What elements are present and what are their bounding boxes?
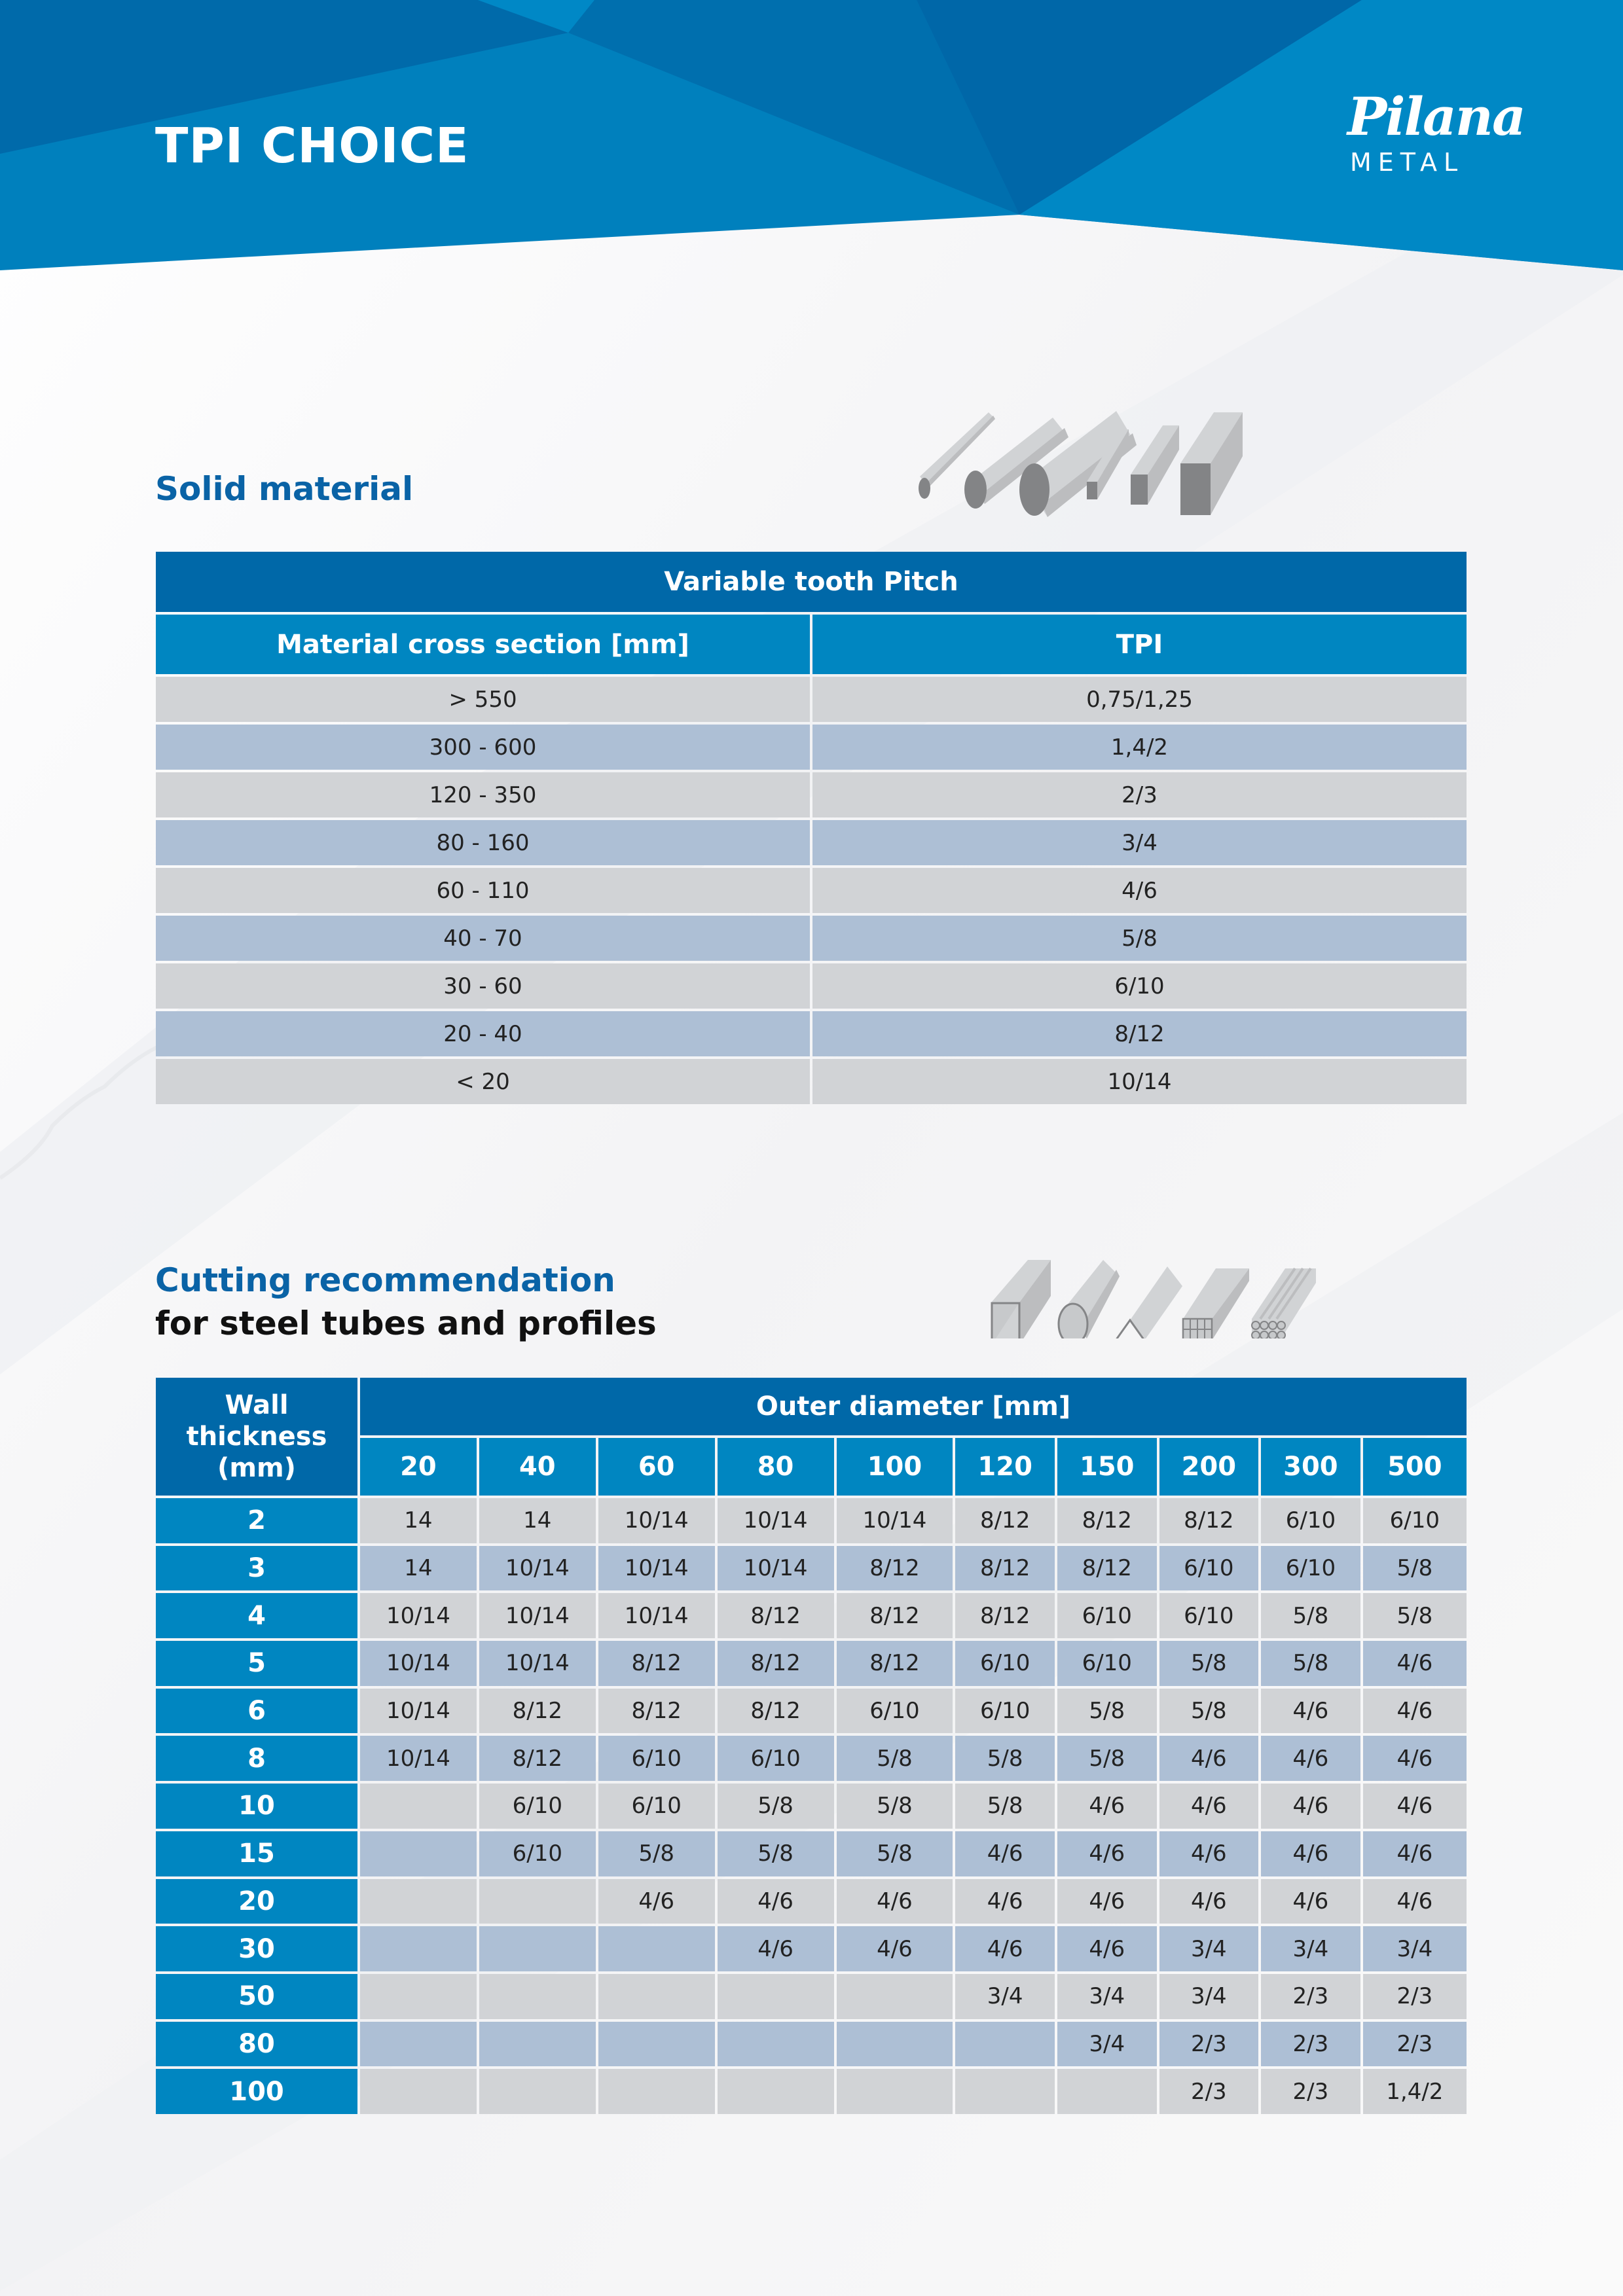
tpi-cell: 10/14 <box>598 1593 715 1638</box>
tpi-cell: 5/8 <box>955 1784 1055 1829</box>
table-row <box>156 1926 1467 1971</box>
table-row <box>156 1736 1467 1781</box>
tpi-cell: 3/4 <box>1057 2022 1157 2067</box>
wall-thickness-cell: 50 <box>156 1974 357 2019</box>
tpi-cell <box>598 2069 715 2114</box>
wall-thickness-cell: 4 <box>156 1593 357 1638</box>
solid-shapes-illustration <box>903 406 1473 524</box>
table-row <box>156 725 1467 770</box>
tpi-cell: 5/8 <box>718 1831 834 1876</box>
tpi-cell: 6/10 <box>1261 1546 1360 1591</box>
tpi-cell: 8/12 <box>837 1593 953 1638</box>
tpi-cell: 14 <box>479 1498 596 1543</box>
tpi-cell: 6/10 <box>1261 1498 1360 1543</box>
logo-wordmark: Pilana <box>1347 86 1525 147</box>
column-header-cross-section: Material cross section [mm] <box>156 615 810 674</box>
cross-section-cell: < 20 <box>156 1059 810 1104</box>
cross-section-cell: > 550 <box>156 677 810 722</box>
tpi-cell: 3/4 <box>1261 1926 1360 1971</box>
tpi-cell <box>479 2069 596 2114</box>
wall-thickness-cell: 6 <box>156 1689 357 1734</box>
table-row <box>156 1974 1467 2019</box>
tpi-cell: 0,75/1,25 <box>812 677 1467 722</box>
diameter-column-header: 80 <box>718 1438 834 1496</box>
tpi-cell: 10/14 <box>479 1546 596 1591</box>
tpi-cell <box>360 1784 477 1829</box>
cutting-recommendation-title: Cutting recommendation <box>155 1261 615 1299</box>
table-row <box>156 1879 1467 1924</box>
wall-thickness-cell: 80 <box>156 2022 357 2067</box>
tpi-cell: 3/4 <box>1363 1926 1467 1971</box>
tpi-cell: 4/6 <box>1159 1736 1259 1781</box>
tube-bundle-icon <box>1252 1268 1316 1338</box>
tpi-cell <box>360 1926 477 1971</box>
tpi-cell: 5/8 <box>1159 1689 1259 1734</box>
tpi-cell: 5/8 <box>837 1736 953 1781</box>
tpi-cell: 3/4 <box>1159 1926 1259 1971</box>
table-row <box>156 1593 1467 1638</box>
tpi-cell <box>955 2022 1055 2067</box>
tpi-cell: 2/3 <box>1159 2022 1259 2067</box>
tpi-cell: 6/10 <box>479 1784 596 1829</box>
tpi-cell: 5/8 <box>1057 1736 1157 1781</box>
tpi-cell: 6/10 <box>812 963 1467 1009</box>
wall-thickness-cell: 10 <box>156 1784 357 1829</box>
diameter-column-header: 60 <box>598 1438 715 1496</box>
tpi-cell: 5/8 <box>837 1784 953 1829</box>
tpi-cell: 2/3 <box>1363 2022 1467 2067</box>
diameter-column-header: 200 <box>1159 1438 1259 1496</box>
tpi-cell: 10/14 <box>718 1498 834 1543</box>
tpi-cell <box>360 1831 477 1876</box>
tpi-cell: 4/6 <box>812 868 1467 913</box>
tpi-cell: 8/12 <box>598 1689 715 1734</box>
tpi-cell <box>598 2022 715 2067</box>
tpi-cell: 8/12 <box>837 1546 953 1591</box>
tpi-cell <box>718 2022 834 2067</box>
tpi-cell: 4/6 <box>1363 1736 1467 1781</box>
square-bar-large-icon <box>1180 412 1243 515</box>
diameter-column-header: 100 <box>837 1438 953 1496</box>
diameter-column-header: 150 <box>1057 1438 1157 1496</box>
round-bar-large-icon <box>1019 411 1137 517</box>
tpi-cell: 5/8 <box>812 916 1467 961</box>
tpi-cell <box>360 1974 477 2019</box>
tpi-cell: 5/8 <box>1363 1546 1467 1591</box>
tpi-cell: 4/6 <box>837 1879 953 1924</box>
tpi-cell: 10/14 <box>479 1641 596 1686</box>
tpi-cell <box>360 2022 477 2067</box>
tpi-cell: 4/6 <box>1261 1879 1360 1924</box>
wall-thickness-cell: 5 <box>156 1641 357 1686</box>
table-row <box>156 1641 1467 1686</box>
tpi-cell: 4/6 <box>1057 1879 1157 1924</box>
tpi-cell: 6/10 <box>1363 1498 1467 1543</box>
diameter-column-header: 20 <box>360 1438 477 1496</box>
wall-thickness-cell: 8 <box>156 1736 357 1781</box>
diameter-column-header: 300 <box>1261 1438 1360 1496</box>
tpi-cell <box>360 2069 477 2114</box>
tpi-cell <box>718 2069 834 2114</box>
tpi-cell: 6/10 <box>837 1689 953 1734</box>
tpi-cell: 3/4 <box>1159 1974 1259 2019</box>
tpi-cell: 10/14 <box>360 1736 477 1781</box>
tpi-cell <box>837 2069 953 2114</box>
cutting-recommendation-subtitle: for steel tubes and profiles <box>155 1304 657 1342</box>
tpi-cell: 4/6 <box>1363 1641 1467 1686</box>
tpi-cell: 4/6 <box>1363 1689 1467 1734</box>
tpi-cell: 8/12 <box>955 1546 1055 1591</box>
tpi-cell: 5/8 <box>955 1736 1055 1781</box>
cross-section-cell: 80 - 160 <box>156 820 810 865</box>
tpi-cell: 4/6 <box>1159 1784 1259 1829</box>
tpi-cell: 8/12 <box>1159 1498 1259 1543</box>
diameter-column-header: 500 <box>1363 1438 1467 1496</box>
tpi-cell: 10/14 <box>479 1593 596 1638</box>
table-row <box>156 2069 1467 2114</box>
table-row <box>156 916 1467 961</box>
table-row <box>156 1546 1467 1591</box>
tpi-cell: 2/3 <box>1363 1974 1467 2019</box>
tpi-cell: 8/12 <box>479 1736 596 1781</box>
tpi-cell: 2/3 <box>1261 2069 1360 2114</box>
solid-material-title: Solid material <box>155 470 414 508</box>
tpi-cell: 10/14 <box>360 1641 477 1686</box>
tpi-cell: 10/14 <box>598 1498 715 1543</box>
tpi-cell: 10/14 <box>598 1546 715 1591</box>
tpi-cell: 5/8 <box>598 1831 715 1876</box>
tpi-cell <box>479 2022 596 2067</box>
tpi-cell <box>479 1974 596 2019</box>
tpi-cell: 8/12 <box>837 1641 953 1686</box>
table-row <box>156 963 1467 1009</box>
tpi-cell: 6/10 <box>479 1831 596 1876</box>
tpi-cell <box>1057 2069 1157 2114</box>
tpi-cell: 4/6 <box>718 1879 834 1924</box>
tpi-cell: 4/6 <box>1261 1689 1360 1734</box>
cross-section-cell: 300 - 600 <box>156 725 810 770</box>
tpi-cell: 8/12 <box>598 1641 715 1686</box>
diameter-column-header: 120 <box>955 1438 1055 1496</box>
table-caption: Variable tooth Pitch <box>156 552 1467 612</box>
tpi-cell: 14 <box>360 1546 477 1591</box>
tpi-cell: 2/3 <box>1261 1974 1360 2019</box>
tpi-cell: 4/6 <box>598 1879 715 1924</box>
tpi-cell: 3/4 <box>955 1974 1055 2019</box>
tpi-cell: 4/6 <box>1363 1784 1467 1829</box>
table-row <box>156 1689 1467 1734</box>
tpi-cell: 6/10 <box>1159 1546 1259 1591</box>
tpi-cell <box>598 1974 715 2019</box>
tpi-cell: 10/14 <box>360 1689 477 1734</box>
tpi-cell: 5/8 <box>837 1831 953 1876</box>
tpi-cell <box>837 1974 953 2019</box>
table-row <box>156 820 1467 865</box>
tpi-cell: 10/14 <box>837 1498 953 1543</box>
tpi-cell: 4/6 <box>837 1926 953 1971</box>
profile-shapes-illustration <box>982 1247 1473 1338</box>
wall-thickness-cell: 2 <box>156 1498 357 1543</box>
tpi-cell: 6/10 <box>1057 1641 1157 1686</box>
column-header-tpi: TPI <box>812 615 1467 674</box>
tpi-cell: 5/8 <box>1261 1593 1360 1638</box>
tpi-cell <box>479 1879 596 1924</box>
table-row <box>156 2022 1467 2067</box>
tpi-cell: 3/4 <box>812 820 1467 865</box>
tpi-cell <box>479 1926 596 1971</box>
table-row <box>156 1059 1467 1104</box>
table-row <box>156 772 1467 817</box>
tpi-cell: 4/6 <box>955 1926 1055 1971</box>
tpi-cell: 8/12 <box>955 1593 1055 1638</box>
tpi-cell: 4/6 <box>1363 1879 1467 1924</box>
tpi-cell: 14 <box>360 1498 477 1543</box>
cross-section-cell: 20 - 40 <box>156 1011 810 1056</box>
wall-thickness-cell: 20 <box>156 1879 357 1924</box>
table-row <box>156 1011 1467 1056</box>
tpi-cell: 10/14 <box>812 1059 1467 1104</box>
tpi-cell: 4/6 <box>955 1831 1055 1876</box>
tpi-cell: 1,4/2 <box>812 725 1467 770</box>
tpi-cell: 4/6 <box>1261 1736 1360 1781</box>
table-row <box>156 1784 1467 1829</box>
tpi-cell: 2/3 <box>1159 2069 1259 2114</box>
tpi-cell: 5/8 <box>1261 1641 1360 1686</box>
tpi-cell: 4/6 <box>1363 1831 1467 1876</box>
page-title: TPI CHOICE <box>155 118 469 174</box>
tpi-cell: 6/10 <box>955 1641 1055 1686</box>
tpi-cell: 4/6 <box>1057 1784 1157 1829</box>
tpi-cell: 6/10 <box>955 1689 1055 1734</box>
diameter-column-header: 40 <box>479 1438 596 1496</box>
tpi-cell: 8/12 <box>718 1593 834 1638</box>
tpi-cell: 8/12 <box>718 1689 834 1734</box>
tpi-cell: 3/4 <box>1057 1974 1157 2019</box>
wall-thickness-cell: 100 <box>156 2069 357 2114</box>
tpi-cell <box>718 1974 834 2019</box>
square-tube-icon <box>991 1260 1051 1338</box>
tpi-cell: 8/12 <box>955 1498 1055 1543</box>
tpi-cell: 4/6 <box>1057 1831 1157 1876</box>
multi-cell-profile-icon <box>1183 1268 1249 1338</box>
brand-logo <box>1347 86 1537 177</box>
tpi-cell <box>955 2069 1055 2114</box>
tpi-cell: 8/12 <box>812 1011 1467 1056</box>
tpi-cell <box>598 1926 715 1971</box>
square-bar-medium-icon <box>1131 425 1179 505</box>
tpi-cell: 4/6 <box>1057 1926 1157 1971</box>
tpi-cell: 5/8 <box>718 1784 834 1829</box>
solid-material-table <box>153 549 1469 1107</box>
cross-section-cell: 60 - 110 <box>156 868 810 913</box>
tpi-cell: 5/8 <box>1159 1641 1259 1686</box>
tpi-cell: 4/6 <box>1261 1784 1360 1829</box>
wall-thickness-cell: 15 <box>156 1831 357 1876</box>
tpi-cell: 5/8 <box>1057 1689 1157 1734</box>
wall-thickness-cell: 30 <box>156 1926 357 1971</box>
tpi-cell <box>837 2022 953 2067</box>
tpi-cell: 10/14 <box>718 1546 834 1591</box>
wall-thickness-header: Wall thickness (mm) <box>156 1378 357 1496</box>
tpi-cell: 6/10 <box>718 1736 834 1781</box>
wall-thickness-cell: 3 <box>156 1546 357 1591</box>
tpi-cell: 6/10 <box>598 1736 715 1781</box>
tpi-cell: 10/14 <box>360 1593 477 1638</box>
tpi-cell: 4/6 <box>1159 1831 1259 1876</box>
table-row <box>156 868 1467 913</box>
logo-subtitle: METAL <box>1350 148 1465 177</box>
round-tube-icon <box>1059 1260 1120 1338</box>
tpi-cell: 8/12 <box>1057 1498 1157 1543</box>
tpi-cell: 6/10 <box>1057 1593 1157 1638</box>
tpi-cell <box>360 1879 477 1924</box>
table-row <box>156 1831 1467 1876</box>
tpi-cell: 2/3 <box>1261 2022 1360 2067</box>
tpi-cell: 4/6 <box>1261 1831 1360 1876</box>
cross-section-cell: 40 - 70 <box>156 916 810 961</box>
tpi-cell: 2/3 <box>812 772 1467 817</box>
cross-section-cell: 30 - 60 <box>156 963 810 1009</box>
tpi-cell: 4/6 <box>1159 1879 1259 1924</box>
tpi-cell: 8/12 <box>479 1689 596 1734</box>
outer-diameter-header: Outer diameter [mm] <box>360 1378 1467 1435</box>
tpi-cell: 4/6 <box>955 1879 1055 1924</box>
tpi-cell: 8/12 <box>1057 1546 1157 1591</box>
tpi-cell: 6/10 <box>1159 1593 1259 1638</box>
tpi-cell: 5/8 <box>1363 1593 1467 1638</box>
tpi-cell: 4/6 <box>718 1926 834 1971</box>
table-row <box>156 677 1467 722</box>
tpi-cell: 1,4/2 <box>1363 2069 1467 2114</box>
tpi-cell: 6/10 <box>598 1784 715 1829</box>
cross-section-cell: 120 - 350 <box>156 772 810 817</box>
tpi-cell: 8/12 <box>718 1641 834 1686</box>
table-row <box>156 1498 1467 1543</box>
angle-profile-icon <box>1116 1266 1182 1338</box>
tube-cutting-table <box>153 1375 1469 2117</box>
